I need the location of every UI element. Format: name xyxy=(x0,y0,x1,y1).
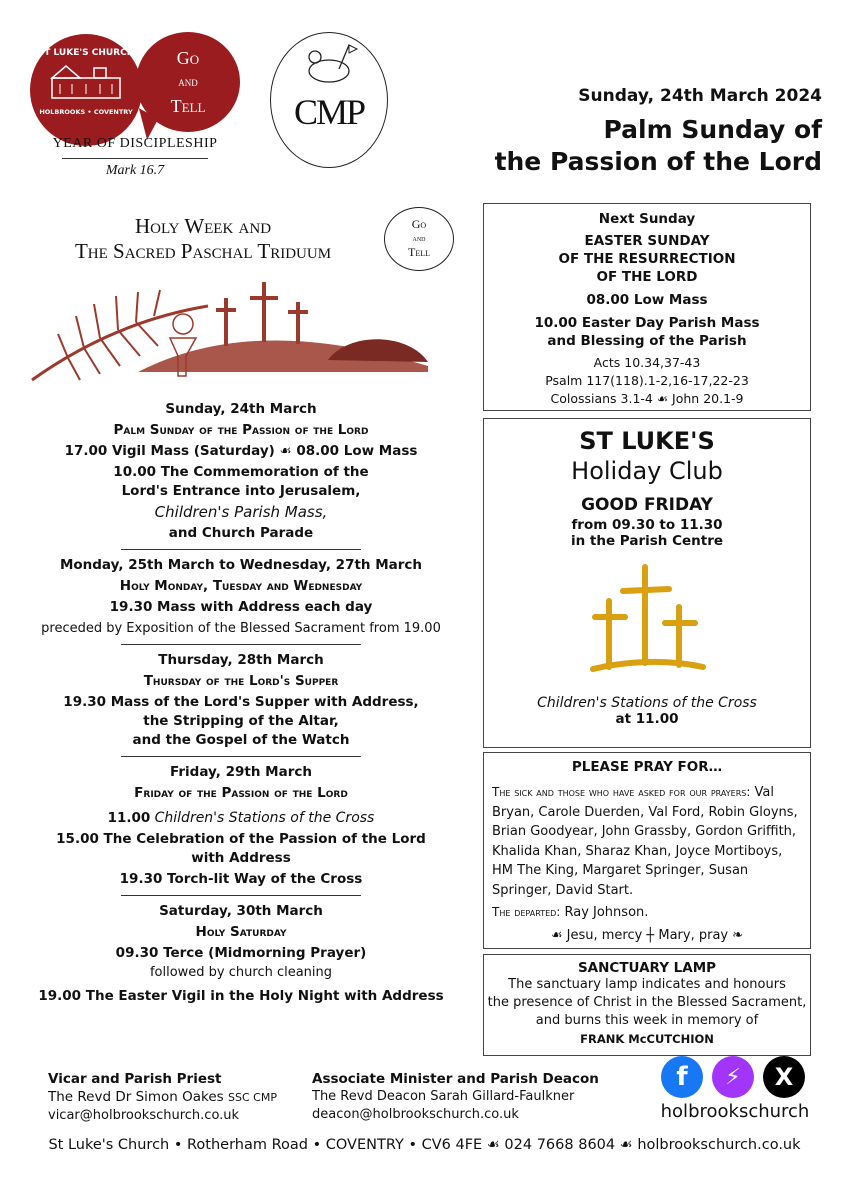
x-icon[interactable]: X xyxy=(763,1056,805,1098)
reading: Acts 10.34,37-43 xyxy=(593,355,701,370)
holiday-club-time: from 09.30 to 11.30 xyxy=(571,517,723,533)
holiday-club-day: GOOD FRIDAY xyxy=(581,495,713,515)
schedule-line: 15.00 The Celebration of the Passion of the Lord xyxy=(56,831,426,847)
facebook-icon[interactable]: f xyxy=(661,1056,703,1098)
schedule-time: 11.00 xyxy=(107,810,151,826)
holiday-club-place: in the Parish Centre xyxy=(570,533,724,549)
holiday-club-title: ST LUKE'S xyxy=(579,427,715,455)
schedule-note: followed by church cleaning xyxy=(149,965,333,980)
next-sunday-mass: 10.00 Easter Day Parish Mass xyxy=(534,315,760,331)
schedule-day-name: Friday of the Passion of the Lord xyxy=(134,785,348,801)
vicar-suffix: SSC CMP xyxy=(228,1091,277,1104)
pray-sick-names: Val Bryan, Carole Duerden, Val Ford, Robin Gloyns, Brian Goodyear, John Grassby, Gordon Griffith, Khalida Khan, Sharaz Khan, Joyce Mortiboys, HM The King, Margaret Springer, Susan Springer, David Start. xyxy=(492,785,798,898)
lamp-name: FRANK McCUTCHION xyxy=(580,1032,714,1046)
schedule-date: Sunday, 24th March xyxy=(165,401,317,417)
schedule-divider xyxy=(121,549,361,550)
reading: Psalm 117(118).1-2,16-17,22-23 xyxy=(545,373,749,388)
schedule-line: 19.30 Torch-lit Way of the Cross xyxy=(119,871,363,887)
lamp-line: the presence of Christ in the Blessed Sacrament, xyxy=(487,995,807,1010)
church-building-icon xyxy=(46,62,126,102)
next-sunday-mass: and Blessing of the Parish xyxy=(547,333,747,349)
pray-departed xyxy=(492,905,802,920)
schedule-line: 09.30 Terce (Midmorning Prayer) xyxy=(115,945,367,961)
schedule-note: preceded by Exposition of the Blessed Sacrament from 19.00 xyxy=(41,621,441,636)
pray-sick-label: The sick and those who have asked for our prayers: xyxy=(492,785,751,799)
schedule-handwritten-row xyxy=(28,809,454,828)
church-logo-place: HOLBROOKS • COVENTRY xyxy=(39,108,133,116)
year-of-discipleship: YEAR OF DISCIPLESHIP xyxy=(52,136,218,151)
holy-week-title xyxy=(28,214,378,264)
holiday-club-event-time: at 11.00 xyxy=(615,711,679,727)
cmp-logo xyxy=(270,32,388,168)
church-logo xyxy=(30,34,142,146)
holy-week-title-line-2: The Sacred Paschal Triduum xyxy=(74,239,332,263)
schedule-line: Lord's Entrance into Jerusalem, xyxy=(121,483,361,499)
next-sunday-box xyxy=(483,203,811,411)
schedule-divider xyxy=(121,644,361,645)
service-date: Sunday, 24th March 2024 xyxy=(578,86,822,106)
schedule-handwritten-line: Children's Parish Mass, xyxy=(154,503,328,521)
schedule-divider xyxy=(121,895,361,896)
schedule-divider xyxy=(121,756,361,757)
schedule-line: and Church Parade xyxy=(168,525,314,541)
next-sunday-name: EASTER SUNDAY xyxy=(584,233,710,249)
schedule-line: 17.00 Vigil Mass (Saturday) ☙ 08.00 Low Mass xyxy=(64,443,418,459)
palm-chalice-calvary-illustration xyxy=(28,276,458,396)
go-and-tell-badge xyxy=(384,207,454,271)
schedule-date: Thursday, 28th March xyxy=(158,652,324,668)
pray-heading: PLEASE PRAY FOR… xyxy=(571,759,723,775)
schedule-line: 19.30 Mass of the Lord's Supper with Address, xyxy=(63,694,419,710)
next-sunday-name: OF THE LORD xyxy=(596,269,698,285)
badge-word-and: and xyxy=(412,233,426,243)
vicar-role: Vicar and Parish Priest xyxy=(48,1071,222,1087)
next-sunday-name: OF THE RESURRECTION xyxy=(558,251,736,267)
schedule-day-name: Palm Sunday of the Passion of the Lord xyxy=(113,422,369,438)
schedule-day-name: Holy Saturday xyxy=(195,924,287,940)
bubble-word-go: Go xyxy=(176,48,200,68)
holiday-club-box xyxy=(483,418,811,748)
please-pray-box xyxy=(483,752,811,949)
vicar-contact xyxy=(48,1070,298,1125)
schedule-handwritten-line: Children's Stations of the Cross xyxy=(154,810,375,826)
lamp-line: and burns this week in memory of xyxy=(535,1013,759,1028)
vicar-email[interactable]: vicar@holbrookschurch.co.uk xyxy=(48,1108,240,1123)
lamp-line: The sanctuary lamp indicates and honours xyxy=(508,977,786,992)
messenger-icon[interactable]: ⚡ xyxy=(712,1056,754,1098)
schedule-line: and the Gospel of the Watch xyxy=(132,732,350,748)
next-sunday-heading: Next Sunday xyxy=(598,211,696,227)
deacon-email[interactable]: deacon@holbrookschurch.co.uk xyxy=(312,1107,519,1122)
page-title-line-1: Palm Sunday of xyxy=(603,115,822,144)
holiday-club-event: Children's Stations of the Cross xyxy=(537,695,757,711)
deacon-role: Associate Minister and Parish Deacon xyxy=(312,1071,599,1087)
deacon-name: The Revd Deacon Sarah Gillard-Faulkner xyxy=(312,1089,575,1104)
schedule-date: Friday, 29th March xyxy=(170,764,312,780)
schedule-line: 19.30 Mass with Address each day xyxy=(109,599,373,615)
social-handle[interactable]: holbrookschurch xyxy=(660,1101,810,1122)
verse-reference: Mark 16.7 xyxy=(105,163,165,178)
schedule-day-name: Holy Monday, Tuesday and Wednesday xyxy=(119,578,363,594)
pray-departed-label: The departed: xyxy=(492,905,561,919)
logo-divider xyxy=(62,158,208,159)
pray-sick-list xyxy=(492,783,802,900)
footer-address: St Luke's Church • Rotherham Road • COVENTRY • CV6 4FE ☙ 024 7668 8604 ☙ holbrookschurch.co.uk xyxy=(48,1137,801,1153)
agnus-dei-icon xyxy=(299,43,359,87)
bubble-word-and: and xyxy=(178,74,198,89)
schedule-date: Monday, 25th March to Wednesday, 27th March xyxy=(59,557,423,573)
holy-week-schedule xyxy=(28,398,454,1008)
vicar-name-row xyxy=(48,1088,298,1107)
deacon-contact xyxy=(312,1070,612,1124)
schedule-line: with Address xyxy=(191,850,291,866)
badge-word-go: Go xyxy=(411,217,427,231)
schedule-line: 19.00 The Easter Vigil in the Holy Night with Address xyxy=(38,988,444,1004)
schedule-line: 10.00 The Commemoration of the xyxy=(113,464,369,480)
vicar-name: The Revd Dr Simon Oakes xyxy=(48,1089,224,1105)
page-title xyxy=(402,114,822,178)
cmp-letters: CMP xyxy=(293,92,365,132)
pray-departed-names: Ray Johnson. xyxy=(564,905,649,920)
holy-week-title-line-1: Holy Week and xyxy=(134,214,272,238)
schedule-day-name: Thursday of the Lord's Supper xyxy=(143,673,339,689)
lamp-heading: SANCTUARY LAMP xyxy=(577,960,717,976)
church-logo-name: ST LUKE'S CHURCH xyxy=(37,48,135,58)
social-icons xyxy=(661,1056,805,1098)
bubble-word-tell: Tell xyxy=(170,96,206,116)
schedule-line: the Stripping of the Altar, xyxy=(143,713,339,729)
page-title-line-2: the Passion of the Lord xyxy=(494,147,822,176)
three-crosses-icon xyxy=(587,561,707,681)
badge-word-tell: Tell xyxy=(408,245,430,259)
reading: Colossians 3.1-4 ☙ John 20.1-9 xyxy=(550,391,744,406)
next-sunday-mass: 08.00 Low Mass xyxy=(586,292,708,308)
pray-closing: ☙ Jesu, mercy ┼ Mary, pray ❧ xyxy=(550,928,744,943)
holiday-club-subtitle: Holiday Club xyxy=(571,457,723,485)
sanctuary-lamp-box xyxy=(483,954,811,1056)
schedule-date: Saturday, 30th March xyxy=(159,903,323,919)
